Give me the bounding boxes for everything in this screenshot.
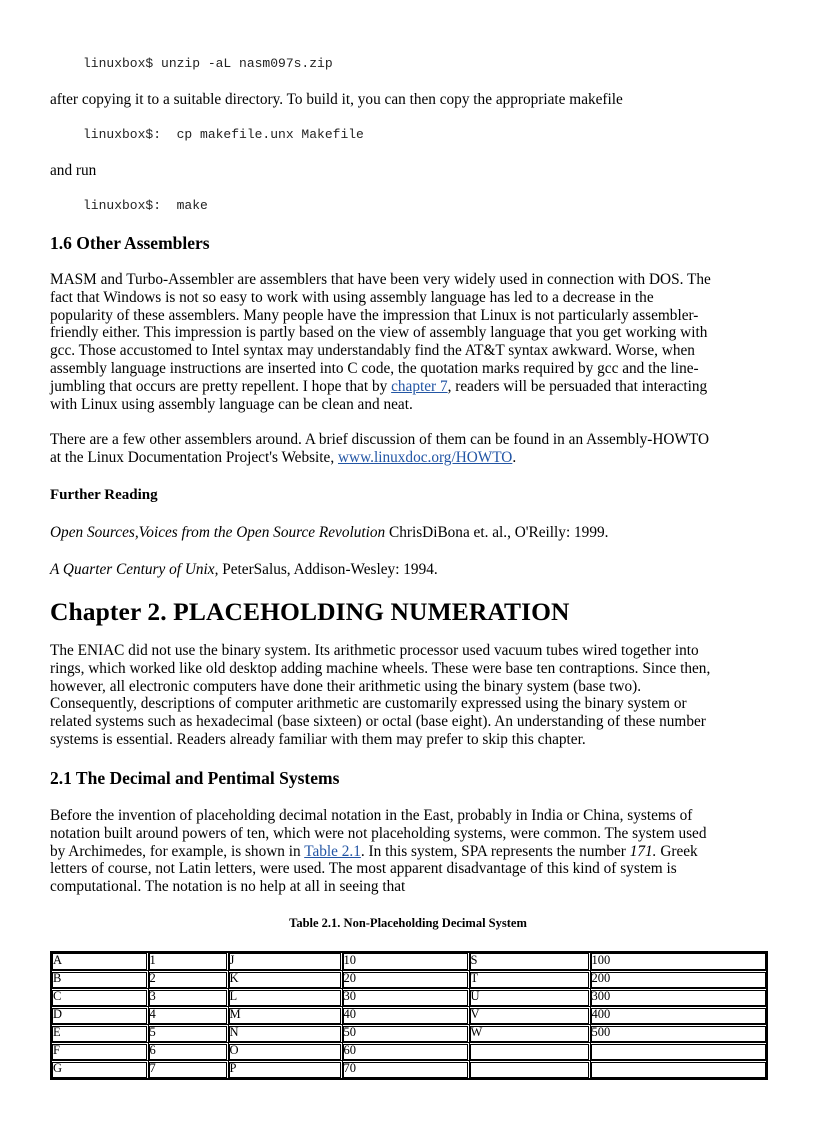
- text-line: with Linux using assembly language can be clean and neat.: [50, 395, 413, 413]
- heading-decimal-pentimal: 2.1 The Decimal and Pentimal Systems: [50, 768, 340, 788]
- text-line: The ENIAC did not use the binary system. Its arithmetic processor used vacuum tubes wired together into: [50, 642, 699, 659]
- chapter-2-title: Chapter 2. PLACEHOLDING NUMERATION: [50, 597, 570, 626]
- non-placeholding-table: [50, 951, 768, 1080]
- text-span: jumbling that occurs are pretty repellent. I hope that by: [50, 377, 392, 395]
- chapter-7-link[interactable]: chapter 7: [391, 377, 448, 395]
- table-cell: K: [228, 971, 342, 989]
- table-cell: G: [51, 1061, 148, 1080]
- table-cell: 1: [148, 952, 228, 971]
- text-line: [50, 449, 766, 467]
- text-span: , readers will be persuaded that interacting: [447, 377, 708, 395]
- table-cell: 10: [342, 952, 469, 971]
- text-span: Greek: [656, 842, 698, 860]
- text-line: Before the invention of placeholding decimal notation in the East, probably in India or China, systems of: [50, 807, 693, 824]
- text-line: letters of course, not Latin letters, were used. The most apparent disadvantage of this kind of system is: [50, 860, 677, 878]
- table-cell: 100: [590, 952, 767, 971]
- table-row: [51, 1043, 767, 1061]
- table-cell: J: [228, 952, 342, 971]
- paragraph-after-copy: after copying it to a suitable directory. To build it, you can then copy the appropriate makefile: [50, 91, 623, 108]
- reference-open-sources: [50, 524, 766, 542]
- table-cell: L: [228, 989, 342, 1007]
- table-cell: V: [469, 1007, 590, 1025]
- table-row: [51, 1007, 767, 1025]
- table-cell: 2: [148, 971, 228, 989]
- table-cell: B: [51, 971, 148, 989]
- table-cell: 500: [590, 1025, 767, 1043]
- table-row: [51, 989, 767, 1007]
- table-cell: 200: [590, 971, 767, 989]
- table-cell: S: [469, 952, 590, 971]
- table-cell: 70: [342, 1061, 469, 1080]
- code-make: linuxbox$: make: [83, 198, 208, 213]
- reference-title: A Quarter Century of Unix,: [50, 561, 219, 578]
- heading-other-assemblers: 1.6 Other Assemblers: [50, 233, 210, 253]
- table-cell: [469, 1061, 590, 1080]
- table-cell: C: [51, 989, 148, 1007]
- table-cell: 50: [342, 1025, 469, 1043]
- code-cp-makefile: linuxbox$: cp makefile.unx Makefile: [83, 127, 364, 142]
- table-cell: [590, 1061, 767, 1080]
- text-line: related systems such as hexadecimal (base sixteen) or octal (base eight). An understanding of these number: [50, 713, 706, 731]
- table-cell: W: [469, 1025, 590, 1043]
- table-cell: M: [228, 1007, 342, 1025]
- reference-details: ChrisDiBona et. al., O'Reilly: 1999.: [385, 524, 609, 541]
- table-cell: T: [469, 971, 590, 989]
- table-cell: P: [228, 1061, 342, 1080]
- text-span: . In this system, SPA represents the number: [360, 842, 630, 860]
- table-cell: 3: [148, 989, 228, 1007]
- reference-title: Open Sources,Voices from the Open Source Revolution: [50, 524, 386, 541]
- text-line: computational. The notation is no help at all in seeing that: [50, 878, 406, 896]
- table-cell: F: [51, 1043, 148, 1061]
- table-cell: N: [228, 1025, 342, 1043]
- text-line: assembly language instructions are inserted into C code, the quotation marks required by gcc and the line-: [50, 359, 699, 377]
- table-row: [51, 1061, 767, 1080]
- table-cell: 5: [148, 1025, 228, 1043]
- table-cell: 20: [342, 971, 469, 989]
- reference-quarter-century: [50, 561, 766, 579]
- text-line: notation built around powers of ten, which were not placeholding systems, were common. The system used: [50, 824, 707, 842]
- table-cell: 300: [590, 989, 767, 1007]
- table-cell: 7: [148, 1061, 228, 1080]
- table-row: [51, 971, 767, 989]
- paragraph-eniac: [50, 642, 766, 749]
- table-cell: D: [51, 1007, 148, 1025]
- text-line: Consequently, descriptions of computer arithmetic are customarily expressed using the binary system or: [50, 695, 687, 713]
- table-cell: 40: [342, 1007, 469, 1025]
- table-cell: 60: [342, 1043, 469, 1061]
- linuxdoc-link[interactable]: www.linuxdoc.org/HOWTO: [338, 448, 513, 466]
- text-line: [50, 378, 766, 396]
- table-cell: [590, 1043, 767, 1061]
- table-cell: U: [469, 989, 590, 1007]
- text-line: MASM and Turbo-Assembler are assemblers that have been very widely used in connection with DOS. The: [50, 271, 711, 288]
- paragraph-and-run: and run: [50, 162, 97, 179]
- table-caption: Table 2.1. Non-Placeholding Decimal System: [289, 916, 527, 930]
- table-cell: 400: [590, 1007, 767, 1025]
- table-cell: [469, 1043, 590, 1061]
- table-cell: A: [51, 952, 148, 971]
- table-row: [51, 1025, 767, 1043]
- table-cell: 30: [342, 989, 469, 1007]
- text-line: fact that Windows is not so easy to work with using assembly language has led to a decrease in the: [50, 288, 654, 306]
- text-line: [50, 843, 766, 861]
- paragraph-archimedes: [50, 807, 766, 896]
- text-line: gcc. Those accustomed to Intel syntax may understandably find the AT&T syntax awkward. Worse, when: [50, 342, 695, 360]
- code-unzip: linuxbox$ unzip -aL nasm097s.zip: [83, 56, 333, 71]
- text-span: by Archimedes, for example, is shown in: [50, 842, 305, 860]
- text-line: however, all electronic computers have done their arithmetic using the binary system (base two).: [50, 677, 642, 695]
- reference-details: PeterSalus, Addison-Wesley: 1994.: [218, 561, 438, 578]
- table-cell: E: [51, 1025, 148, 1043]
- table-cell: 4: [148, 1007, 228, 1025]
- table-2-1-link[interactable]: Table 2.1: [304, 842, 361, 860]
- text-span: at the Linux Documentation Project's Website,: [50, 448, 338, 466]
- text-line: popularity of these assemblers. Many people have the impression that Linux is not particularly assembler-: [50, 306, 699, 324]
- text-line: friendly either. This impression is partly based on the view of assembly language that you get working with: [50, 324, 708, 342]
- paragraph-other-assemblers-2: [50, 431, 766, 467]
- table-cell: O: [228, 1043, 342, 1061]
- text-span: .: [512, 448, 517, 466]
- number-171: 171.: [629, 842, 657, 860]
- table-row: [51, 952, 767, 971]
- heading-further-reading: Further Reading: [50, 487, 158, 503]
- text-line: There are a few other assemblers around. A brief discussion of them can be found in an Assembly-HOWTO: [50, 431, 709, 448]
- table-cell: 6: [148, 1043, 228, 1061]
- text-line: rings, which worked like old desktop adding machine wheels. These were base ten contraptions. Since then,: [50, 659, 711, 677]
- paragraph-other-assemblers: [50, 271, 766, 413]
- text-line: systems is essential. Readers already familiar with them may prefer to skip this chapter.: [50, 730, 586, 748]
